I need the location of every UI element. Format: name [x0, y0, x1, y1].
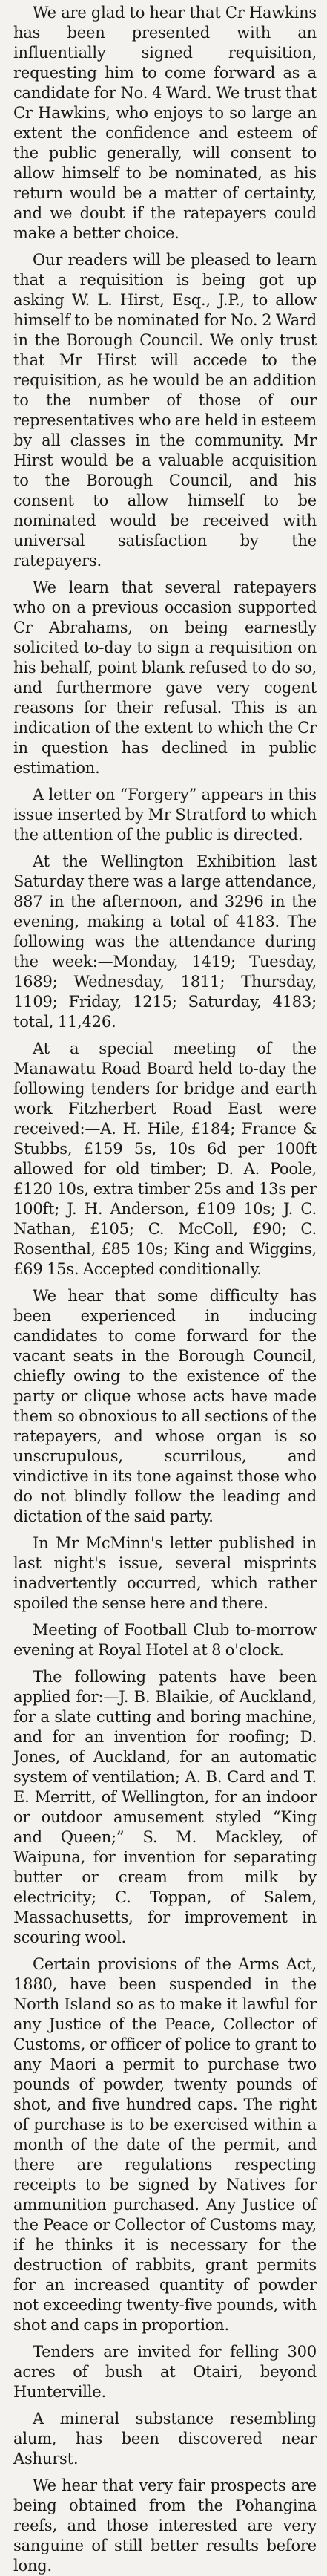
paragraph-road-board-tenders: At a special meeting of the Manawatu Road Board held to-day the following tenders for bridge and earth work Fitzherbert Road East were received:—A. H. Hile, £184; France & Stubbs, £159 5s, 10s 6d per 100ft allowed for old timber; D. A. Poole, £120 10s, extra timber 25s and 13s per 100ft; J. H. Anderson, £109 10s; J. C. Nathan, £105; C. McColl, £90; C. Rosenthal, £85 10s; King and Wiggins, £69 15s. Accepted conditionally. [13, 1040, 317, 1278]
paragraph-mineral-ashurst: A mineral substance resembling alum, has been discovered near Ashurst. [13, 2410, 317, 2468]
paragraph-football-meeting: Meeting of Football Club to-morrow evening at Royal Hotel at 8 o'clock. [13, 1621, 317, 1659]
paragraph-pohangina-reefs: We hear that very fair prospects are being obtained from the Pohangina reefs, and those interested are very sanguine of still better results before long. [13, 2476, 317, 2575]
paragraph-borough-council-candidates: We hear that some difficulty has been experienced in inducing candidates to come forward for the vacant seats in the Borough Council, chiefly owing to the existence of the party or clique whose acts have made them so obnoxious to all sections of the ratepayers, and whose organ is so unscrupulous, scurrilous, and vindictive in its tone against those who do not blindly follow the leading and dictation of the said party. [13, 1287, 317, 1525]
paragraph-mcminn-letter: In Mr McMinn's letter published in last night's issue, several misprints inadvertently occurred, which rather spoiled the sense here and there. [13, 1534, 317, 1612]
paragraph-abrahams-requisition: We learn that several ratepayers who on a previous occasion supported Cr Abrahams, on being earnestly solicited to-day to sign a requisition on his behalf, point blank refused to do so, and furthermore gave very cogent reasons for their refusal. This is an indication of the extent to which the Cr in question has declined in public estimation. [13, 578, 317, 777]
paragraph-hirst-requisition: Our readers will be pleased to learn that a requisition is being got up asking W. L. Hirst, Esq., J.P., to allow himself to be nominated for No. 2 Ward in the Borough Council. We only trust that Mr Hirst will accede to the requisition, as he would be an addition to the number of those of our representatives who are held in esteem by all classes in the community. Mr Hirst would be a valuable acquisition to the Borough Council, and his consent to allow himself to be nominated would be received with universal satisfaction by the ratepayers. [13, 251, 317, 570]
paragraph-tenders-otairi: Tenders are invited for felling 300 acres of bush at Otairi, beyond Hunterville. [13, 2343, 317, 2401]
paragraph-patents: The following patents have been applied for:—J. B. Blaikie, of Auckland, for a slate cutting and boring machine, and for an invention for roofing; D. Jones, of Auckland, for an automatic system of ventilation; A. B. Card and T. E. Merritt, of Wellington, for an indoor or outdoor amusement styled “King and Queen;” S. M. Mackley, of Waipuna, for invention for separating butter or cream from milk by electricity; C. Toppan, of Salem, Massachusetts, for improvement in scouring wool. [13, 1668, 317, 1946]
paragraph-arms-act: Certain provisions of the Arms Act, 1880, have been suspended in the North Island so as to make it lawful for any Justice of the Peace, Collector of Customs, or officer of police to grant to any Maori a permit to purchase two pounds of powder, twenty pounds of shot, and five hundred caps. The right of purchase is to be exercised within a month of the date of the permit, and there are regulations respecting receipts to be signed by Natives for ammunition purchased. Any Justice of the Peace or Collector of Customs may, if he thinks it is necessary for the destruction of rabbits, grant permits for an increased quantity of powder not exceeding twenty-five pounds, with shot and caps in proportion. [13, 1955, 317, 2334]
paragraph-forgery-letter: A letter on “Forgery” appears in this issue inserted by Mr Stratford to which the attention of the public is directed. [13, 786, 317, 844]
paragraph-wellington-exhibition: At the Wellington Exhibition last Saturday there was a large attendance, 887 in the afternoon, and 3296 in the evening, making a total of 4183. The following was the attendance during the week:—Monday, 1419; Tuesday, 1689; Wednesday, 1811; Thursday, 1109; Friday, 1215; Saturday, 4183; total, 11,426. [13, 852, 317, 1031]
paragraph-hawkins-requisition: We are glad to hear that Cr Hawkins has been presented with an influentially signed requisition, requesting him to come forward as a candidate for No. 4 Ward. We trust that Cr Hawkins, who enjoys to so large an extent the confidence and esteem of the public generally, will consent to allow himself to be nominated, as his return would be a matter of certainty, and we doubt if the ratepayers could make a better choice. [13, 4, 317, 242]
